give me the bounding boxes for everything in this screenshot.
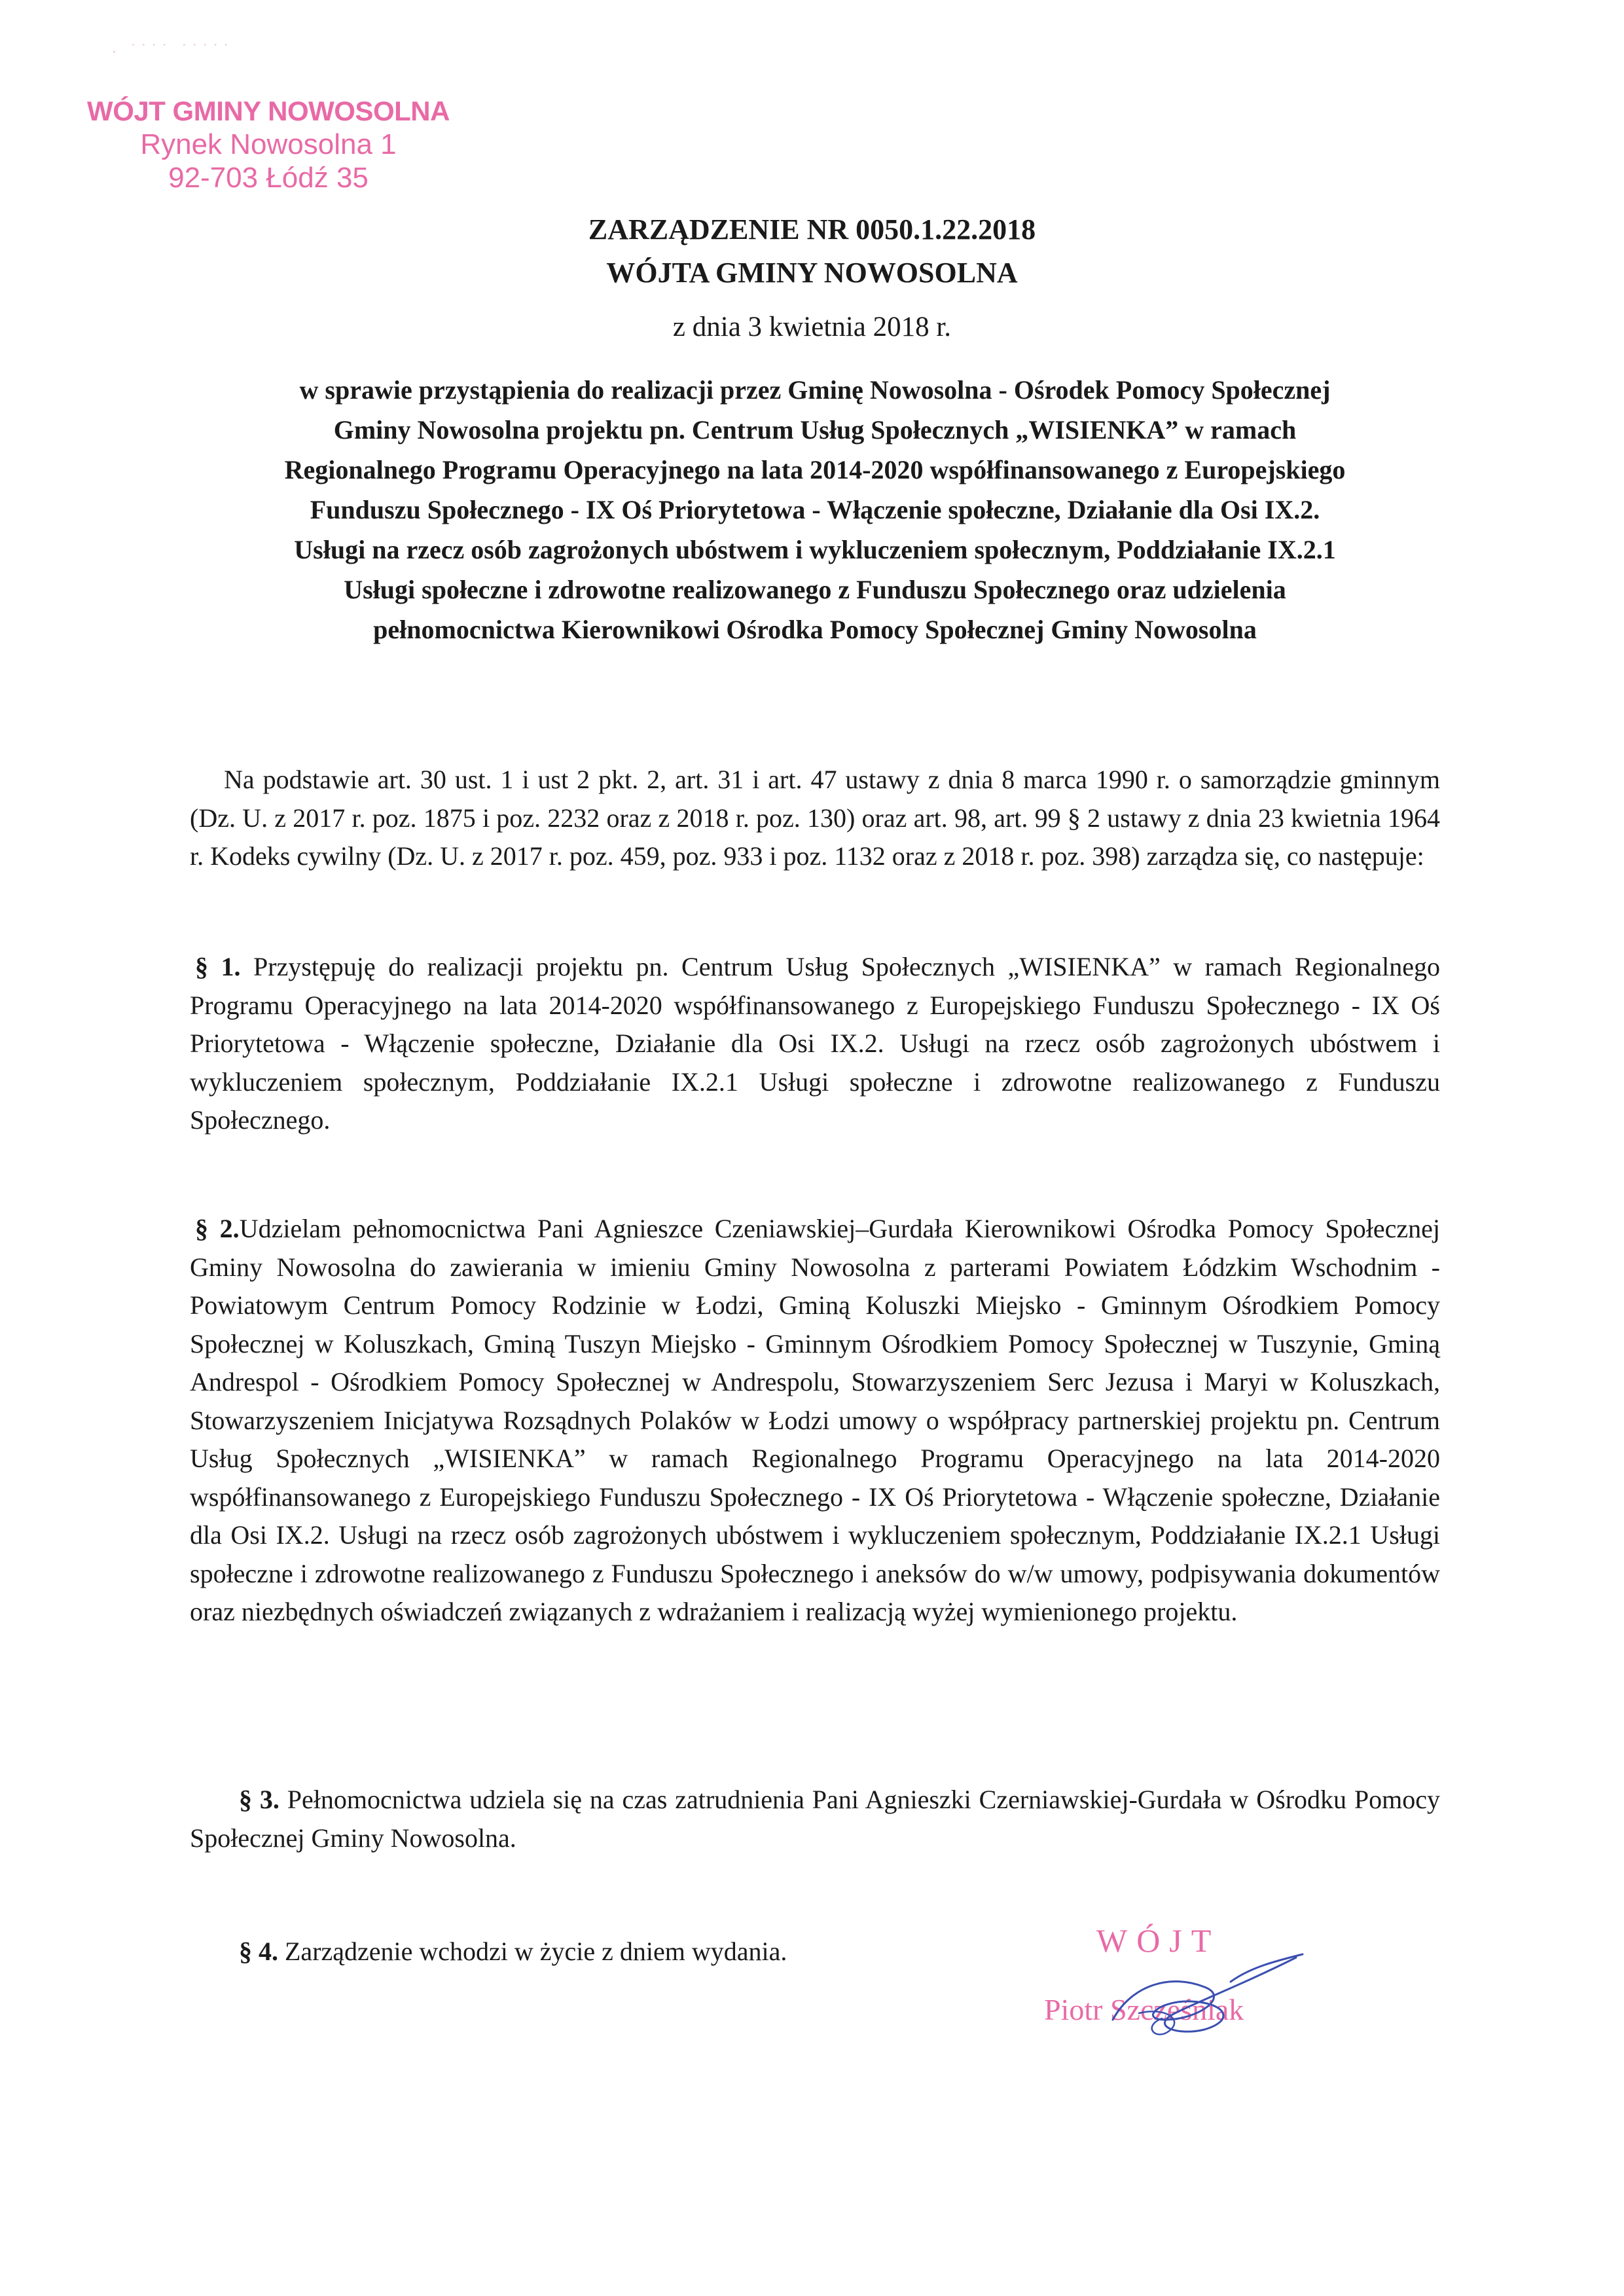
signature-block (1034, 1922, 1322, 2066)
section-4-paragraph (239, 1933, 1024, 1971)
signature-title: WÓJT (1096, 1922, 1221, 1959)
subject-line: pełnomocnictwa Kierownikowi Ośrodka Pomocy Społecznej Gminy Nowosolna (373, 615, 1257, 644)
subject-line: w sprawie przystąpienia do realizacji przez Gminę Nowosolna - Ośrodek Pomocy Społecznej (299, 375, 1331, 405)
office-stamp (85, 95, 452, 195)
document-subject (190, 370, 1440, 649)
section-2-text: Udzielam pełnomocnictwa Pani Agnieszce Czeniawskiej–Gurdała Kierownikowi Ośrodka Pomocy Społecznej Gminy Nowosolna do zawierania w imieniu Gminy Nowosolna z parterami Powiatem Łódzkim Wschodnim - Powiatowym Centrum Pomocy Rodzinie w Łodzi, Gminą Koluszki Miejsko - Gminnym Ośrodkiem Pomocy Społecznej w Koluszkach, Gminą Tuszyn Miejsko - Gminnym Ośrodkiem Pomocy Społecznej w Tuszynie, Gminą Andrespol - Ośrodkiem Pomocy Społecznej w Andrespolu, Stowarzyszeniem Serc Jezusa i Maryi w Koluszkach, Stowarzyszeniem Inicjatywa Rozsądnych Polaków w Łodzi umowy o współpracy partnerskiej projektu pn. Centrum Usług Społecznych „WISIENKA” w ramach Regionalnego Programu Operacyjnego na lata 2014-2020 współfinansowanego z Europejskiego Funduszu Społecznego - IX Oś Priorytetowa - Włączenie społeczne, Działanie dla Osi IX.2. Usługi na rzecz osób zagrożonych ubóstwem i wykluczeniem społecznym, Poddziałanie IX.2.1 Usługi społeczne i zdrowotne realizowanego z Funduszu Społecznego i aneksów do w/w umowy, podpisywania dokumentów oraz niezbędnych oświadczeń związanych z wdrażaniem i realizacją wyżej wymienionego projektu. (190, 1214, 1440, 1626)
title-line-2: WÓJTA GMINY NOWOSOLNA (606, 257, 1018, 289)
signature-name: Piotr Szcześniak (1044, 1993, 1244, 2026)
section-4-label: § 4. (239, 1937, 278, 1966)
subject-line: Regionalnego Programu Operacyjnego na lata 2014-2020 współfinansowanego z Europejskiego (284, 455, 1346, 484)
handwritten-signature (1034, 1922, 1322, 2066)
section-3-paragraph (190, 1781, 1440, 1857)
section-1-paragraph (190, 948, 1440, 1140)
faint-stamp-residue: · ˙ ˙ ˙ ˙ ˙ ˙ ˙ ˙ ˙ (111, 41, 230, 60)
subject-line: Usługi społeczne i zdrowotne realizowanego z Funduszu Społecznego oraz udzielenia (344, 575, 1286, 604)
legal-basis-paragraph: Na podstawie art. 30 ust. 1 i ust 2 pkt. 2, art. 31 i art. 47 ustawy z dnia 8 marca 1990 r. o samorządzie gminnym (Dz. U. z 2017 r. poz. 1875 i poz. 2232 oraz z 2018 r. poz. 130) oraz art. 98, art. 99 § 2 ustawy z dnia 23 kwietnia 1964 r. Kodeks cywilny (Dz. U. z 2017 r. poz. 459, poz. 933 i poz. 1132 oraz z 2018 r. poz. 398) zarządza się, co następuje: (190, 765, 1440, 871)
signature-stroke (1139, 2011, 1174, 2034)
section-3-text: Pełnomocnictwa udziela się na czas zatrudnienia Pani Agnieszki Czerniawskiej-Gurdała w Ośrodku Pomocy Społecznej Gminy Nowosolna. (190, 1785, 1441, 1853)
section-1-text: Przystępuję do realizacji projektu pn. Centrum Usług Społecznych „WISIENKA” w ramach Regionalnego Programu Operacyjnego na lata 2014-2020 współfinansowanego z Europejskiego Funduszu Społecznego - IX Oś Priorytetowa - Włączenie społeczne, Działanie dla Osi IX.2. Usługi na rzecz osób zagrożonych ubóstwem i wykluczeniem społecznym, Poddziałanie IX.2.1 Usługi społeczne i zdrowotne realizowanego z Funduszu Społecznego. (190, 952, 1440, 1135)
section-3-label: § 3. (239, 1785, 280, 1814)
section-4-text: Zarządzenie wchodzi w życie z dniem wydania. (278, 1937, 787, 1966)
signature-stroke (1113, 1954, 1303, 2032)
stamp-line-1: WÓJT GMINY NOWOSOLNA (87, 96, 450, 126)
section-1-label: § 1. (195, 952, 241, 981)
subject-line: Funduszu Społecznego - IX Oś Priorytetowa - Włączenie społeczne, Działanie dla Osi IX.2. (310, 495, 1320, 524)
stamp-line-2: Rynek Nowosolna 1 (140, 128, 397, 160)
section-2-label: § 2. (195, 1214, 240, 1243)
subject-line: Gminy Nowosolna projektu pn. Centrum Usług Społecznych „WISIENKA” w ramach (333, 415, 1297, 445)
document-date: z dnia 3 kwietnia 2018 r. (672, 312, 952, 342)
document-title (0, 208, 1624, 295)
title-line-1: ZARZĄDZENIE NR 0050.1.22.2018 (588, 213, 1036, 246)
section-2-paragraph (190, 1210, 1440, 1631)
stamp-line-3: 92-703 Łódź 35 (168, 162, 369, 194)
subject-line: Usługi na rzecz osób zagrożonych ubóstwem i wykluczeniem społecznym, Poddziałanie IX.2.1 (294, 535, 1336, 564)
